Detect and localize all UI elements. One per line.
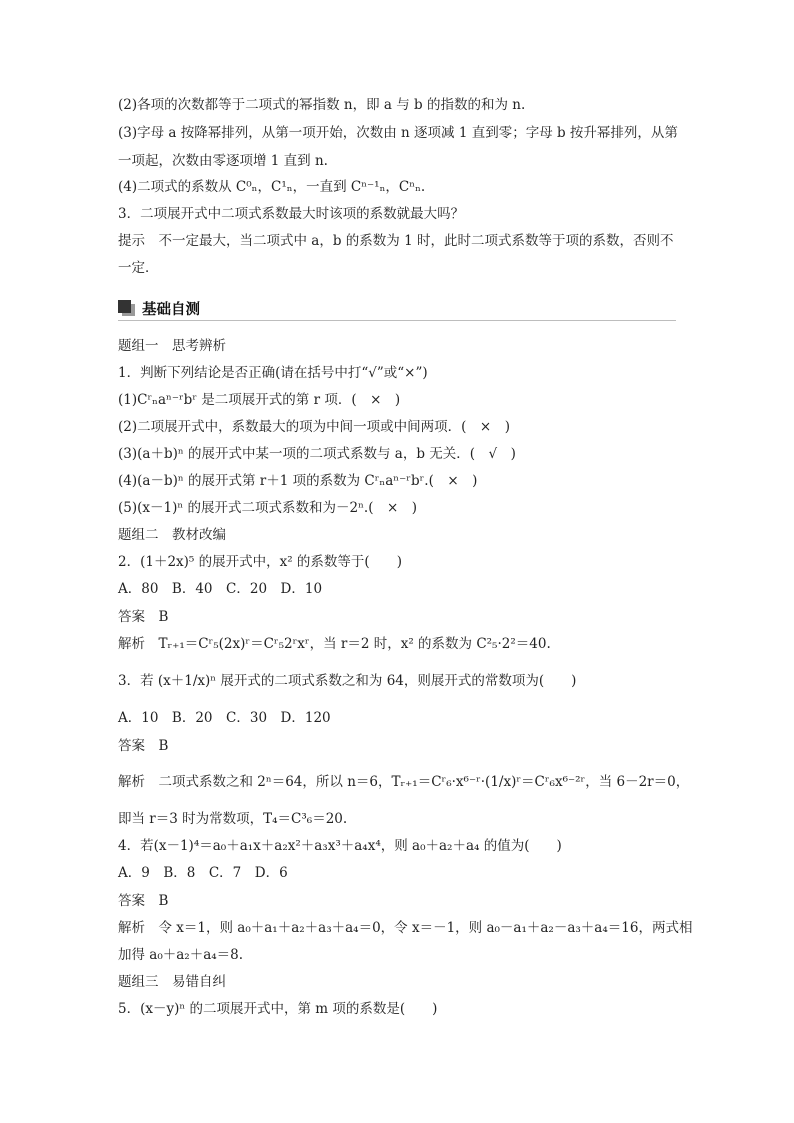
- group-heading: 题组二 教材改编: [118, 527, 226, 543]
- solution-line: 解析 令 x＝1，则 a₀＋a₁＋a₂＋a₃＋a₄＝0，令 x＝－1，则 a₀－a₁＋a₂－a₃＋a₄＝16，两式相: [118, 920, 693, 936]
- text-line: (4)二项式的系数从 C⁰ₙ，C¹ₙ，一直到 Cⁿ⁻¹ₙ，Cⁿₙ.: [118, 179, 426, 195]
- section-title: 基础自测: [142, 301, 200, 318]
- group-heading: 题组三 易错自纠: [118, 974, 226, 990]
- problem-line: 5．(x－y)ⁿ 的二项展开式中，第 m 项的系数是( ): [118, 1001, 438, 1017]
- options-line: A．9 B．8 C．7 D．6: [118, 865, 288, 881]
- problem-line: 2．(1＋2x)⁵ 的展开式中，x² 的系数等于( ): [118, 554, 402, 570]
- question-line: 3．二项展开式中二项式系数最大时该项的系数就最大吗？: [118, 206, 465, 222]
- answer-line: 答案 B: [118, 738, 169, 754]
- problem-line: (1)Cʳₙaⁿ⁻ʳbʳ 是二项展开式的第 r 项．( × ): [118, 392, 401, 408]
- section-marker-icon: [118, 300, 136, 316]
- solution-line: 解析 Tᵣ₊₁＝Cʳ₅(2x)ʳ＝Cʳ₅2ʳxʳ，当 r＝2 时，x² 的系数为 C²₅·2²＝40.: [118, 636, 551, 652]
- problem-line: 4．若(x－1)⁴＝a₀＋a₁x＋a₂x²＋a₃x³＋a₄x⁴，则 a₀＋a₂＋a₄ 的值为( ): [118, 838, 562, 854]
- problem-line: 3．若 (x＋1/x)ⁿ 展开式的二项式系数之和为 64，则展开式的常数项为( ): [118, 673, 577, 689]
- problem-line: (4)(a－b)ⁿ 的展开式第 r＋1 项的系数为 Cʳₙaⁿ⁻ʳbʳ.( × ): [118, 473, 478, 489]
- answer-line: 答案 B: [118, 609, 169, 625]
- text-line: 一项起，次数由零逐项增 1 直到 n.: [118, 153, 328, 169]
- solution-line: 加得 a₀＋a₂＋a₄＝8.: [118, 947, 244, 963]
- section-divider: [118, 320, 676, 321]
- problem-line: (5)(x－1)ⁿ 的展开式二项式系数和为－2ⁿ.( × ): [118, 500, 418, 516]
- group-heading: 题组一 思考辨析: [118, 338, 226, 354]
- hint-line: 一定．: [118, 260, 159, 276]
- hint-line: 提示 不一定最大，当二项式中 a，b 的系数为 1 时，此时二项式系数等于项的系数，否则不: [118, 233, 674, 249]
- options-line: A．80 B．40 C．20 D．10: [118, 581, 323, 597]
- problem-line: (2)二项展开式中，系数最大的项为中间一项或中间两项．( × ): [118, 419, 510, 435]
- answer-line: 答案 B: [118, 893, 169, 909]
- problem-line: (3)(a＋b)ⁿ 的展开式中某一项的二项式系数与 a，b 无关．( √ ): [118, 446, 516, 462]
- section-heading: [118, 297, 200, 319]
- text-line: (3)字母 a 按降幂排列，从第一项开始，次数由 n 逐项减 1 直到零；字母 b 按升幂排列，从第: [118, 125, 678, 141]
- text-line: (2)各项的次数都等于二项式的幂指数 n，即 a 与 b 的指数的和为 n.: [118, 97, 526, 113]
- solution-line: 即当 r＝3 时为常数项，T₄＝C³₆＝20.: [118, 811, 348, 827]
- problem-line: 1．判断下列结论是否正确(请在括号中打“√”或“×”): [118, 365, 428, 381]
- solution-line: 解析 二项式系数之和 2ⁿ＝64，所以 n＝6，Tᵣ₊₁＝Cʳ₆·x⁶⁻ʳ·(1/x)ʳ＝Cʳ₆x⁶⁻²ʳ，当 6－2r＝0，: [118, 774, 690, 790]
- options-line: A．10 B．20 C．30 D．120: [118, 710, 331, 726]
